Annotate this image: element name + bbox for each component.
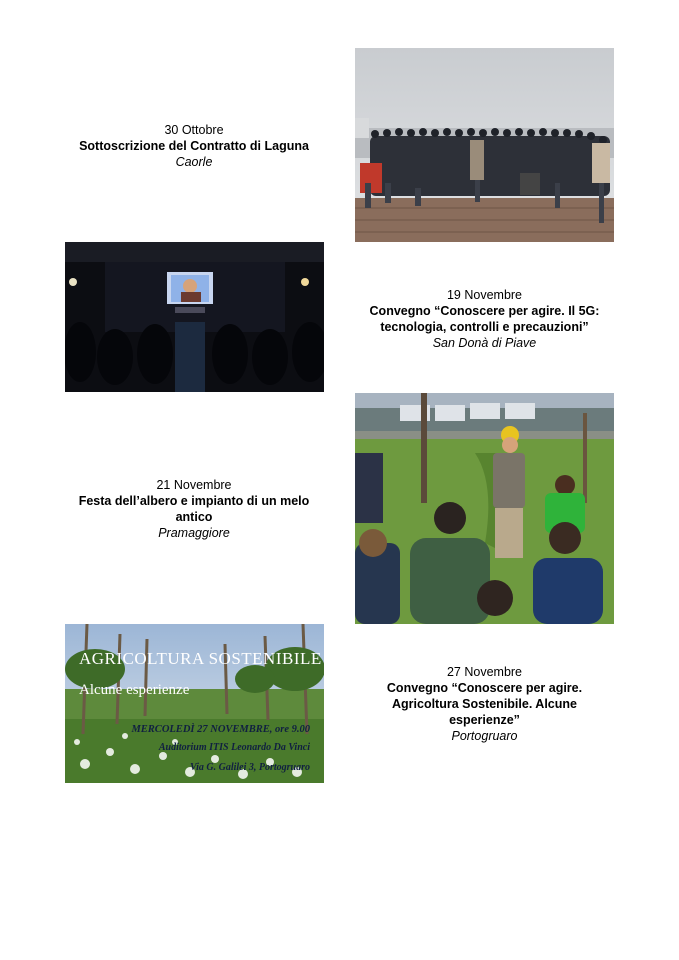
- conference-photo: [65, 242, 324, 392]
- tree-planting-photo: [355, 393, 614, 624]
- event-caorle: [64, 122, 324, 170]
- event-date: 19 Novembre: [446, 288, 523, 302]
- event-place: San Donà di Piave: [432, 336, 537, 350]
- poster-when: MERCOLEDÌ 27 NOVEMBRE, ore 9.00: [131, 724, 310, 735]
- agricoltura-poster: [65, 624, 324, 783]
- event-date: 21 Novembre: [156, 478, 232, 492]
- event-place: Caorle: [175, 155, 213, 169]
- event-title: Convegno “Conoscere per agire. Agricoltura Sostenibile. Alcune esperienze”: [386, 681, 583, 727]
- event-title: Sottoscrizione del Contratto di Laguna: [79, 139, 309, 153]
- event-date: 27 Novembre: [446, 665, 523, 679]
- event-date: 30 Ottobre: [164, 123, 224, 137]
- group-photo: [355, 48, 614, 242]
- poster-venue: Auditorium ITIS Leonardo Da Vinci: [158, 742, 310, 753]
- poster-subheading: Alcune esperienze: [79, 682, 190, 698]
- poster-address: Via G. Galilei 3, Portogruaro: [189, 762, 310, 773]
- event-pramaggiore: [64, 477, 324, 541]
- event-title: Festa dell’albero e impianto di un melo antico: [78, 494, 310, 524]
- event-place: Pramaggiore: [158, 526, 230, 540]
- event-san-dona: [355, 287, 614, 351]
- event-title: Convegno “Conoscere per agire. Il 5G: tecnologia, controlli e precauzioni”: [369, 304, 600, 334]
- event-portogruaro: [355, 664, 614, 744]
- event-place: Portogruaro: [451, 729, 518, 743]
- poster-heading: AGRICOLTURA SOSTENIBILE: [79, 649, 322, 668]
